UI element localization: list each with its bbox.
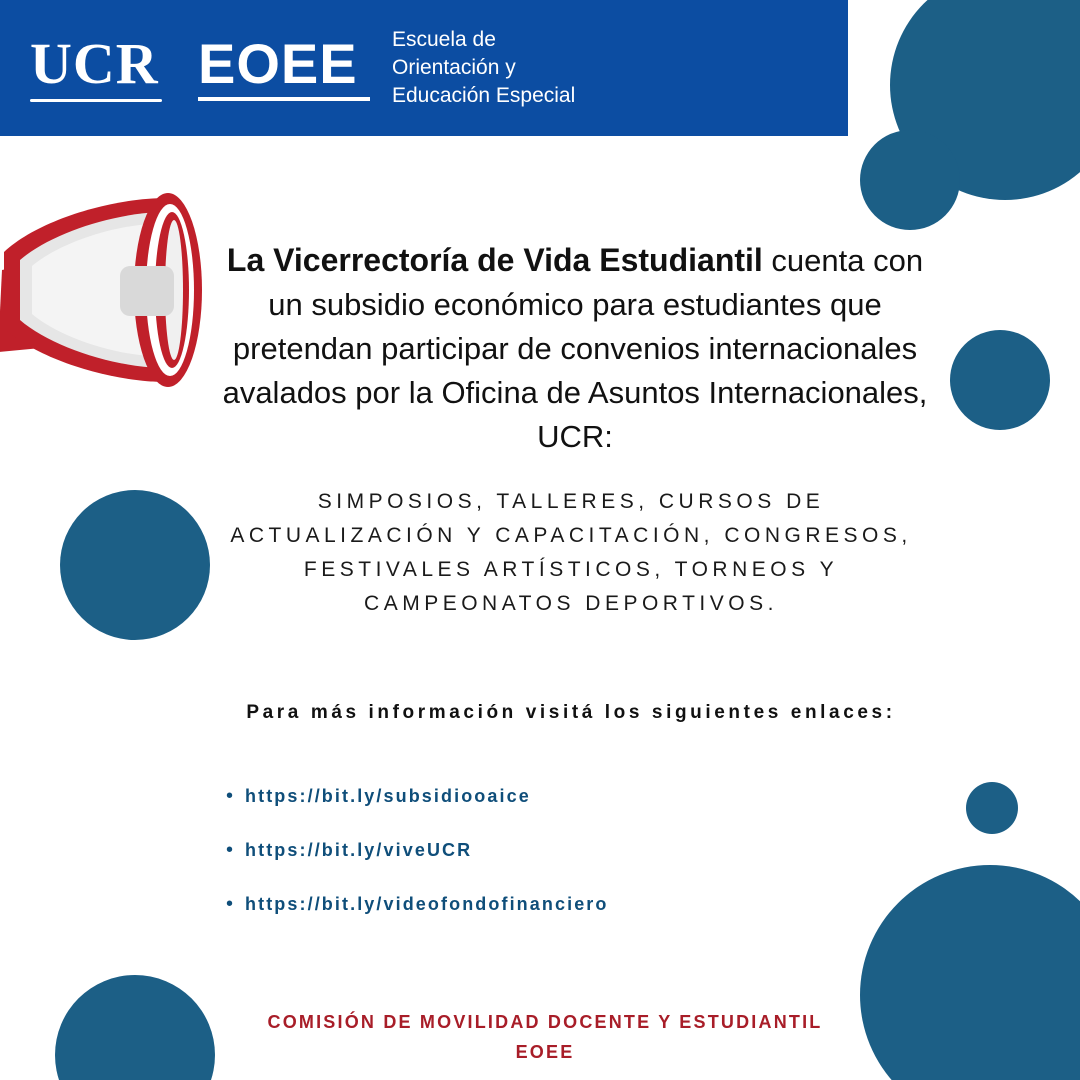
main-paragraph [218,238,932,460]
main-paragraph-lead: La Vicerrectoría de Vida Estudiantil [226,242,763,278]
activities-text: SIMPOSIOS, TALLERES, CURSOS DE ACTUALIZACIÓN Y CAPACITACIÓN, CONGRESOS, FESTIVALES ARTÍSTICOS, TORNEOS Y CAMPEONATOS DEPORTIVOS. [230,490,912,616]
megaphone-icon [0,190,232,400]
footer-credit [150,1008,940,1067]
eoee-logo-text: EOEE [198,31,358,95]
footer-line-1: COMISIÓN DE MOVILIDAD DOCENTE Y ESTUDIANTIL [267,1012,823,1032]
link-subsidio-oaice[interactable]: https://bit.ly/subsidiooaice [245,786,531,806]
eoee-subtitle-line-3: Educación Especial [392,83,576,107]
links-list [226,786,926,948]
decorative-circle [60,490,210,640]
ucr-logo-text: UCR [30,30,159,96]
list-item[interactable] [226,840,926,861]
list-item[interactable] [226,786,926,807]
eoee-logo-underline [198,97,370,101]
ucr-logo-underline [30,99,162,102]
link-video-fondo-financiero[interactable]: https://bit.ly/videofondofinanciero [245,894,609,914]
list-item[interactable] [226,894,926,915]
decorative-circle [950,330,1050,430]
decorative-circle [860,130,960,230]
link-vive-ucr[interactable]: https://bit.ly/viveUCR [245,840,473,860]
main-paragraph-body: cuenta con un subsidio económico para estudiantes que pretendan participar de convenios internacionales avalados por la Oficina de Asuntos Internacionales, UCR: [222,243,928,455]
eoee-subtitle-line-2: Orientación y [392,56,516,80]
footer-line-2: EOEE [515,1041,575,1062]
bullet-icon: • [226,893,234,915]
ucr-logo [30,30,162,102]
header-bar [0,0,848,136]
bullet-icon: • [226,785,234,807]
bullet-icon: • [226,839,234,861]
decorative-circle [966,782,1018,834]
eoee-logo [198,31,370,101]
more-info-heading: Para más información visitá los siguientes enlaces: [246,702,896,723]
eoee-subtitle [392,26,575,109]
eoee-subtitle-line-1: Escuela de [392,28,496,52]
